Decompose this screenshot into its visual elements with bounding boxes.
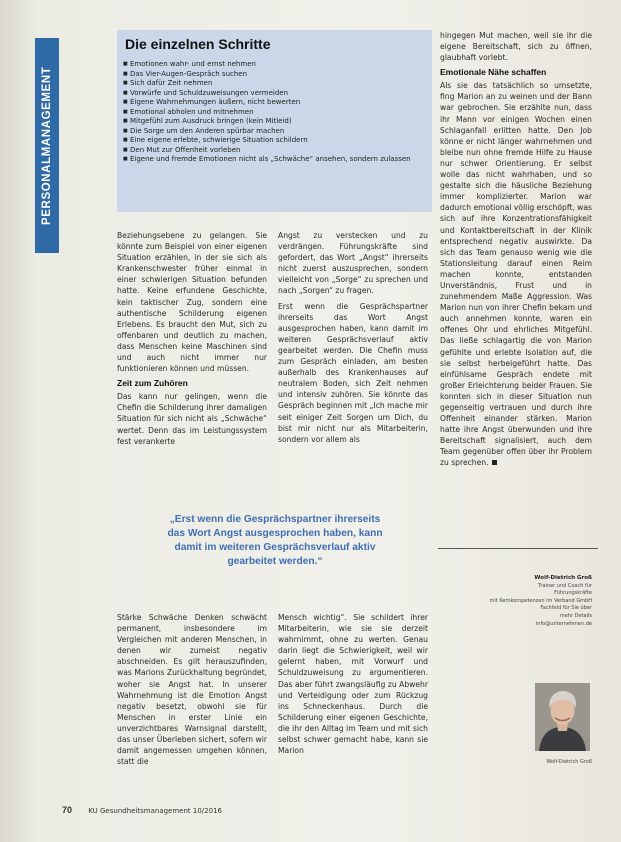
steps-title: Die einzelnen Schritte bbox=[125, 36, 271, 52]
steps-list-item: ■ Eine eigene erlebte, schwierige Situation schildern bbox=[123, 136, 426, 146]
author-bio bbox=[440, 575, 592, 628]
body-paragraph: Erst wenn die Gesprächspartner ihrerseits das Wort Angst ausgesprochen haben, kann damit im weiteren Gesprächsverlauf aktiv gearbeitet werden. Die Chefin muss zum Gespräch einladen, am besten außerhalb des Krankenhauses auf neutralem Boden, sich Zeit nehmen und intensiv zuhören. Sie könnte das Gespräch beginnen mit „Ich mache mir seit einiger Zeit Sorgen um Dich, du bist mir nicht nur als Mitarbeiterin, sondern vor allem als bbox=[278, 301, 428, 444]
column-1-top bbox=[117, 230, 267, 505]
steps-list-item: ■ Vorwürfe und Schuldzuweisungen vermeiden bbox=[123, 89, 426, 99]
steps-list-item: ■ Den Mut zur Offenheit vorleben bbox=[123, 146, 426, 156]
page-number: 70 bbox=[62, 805, 73, 815]
author-divider bbox=[438, 548, 598, 549]
steps-list-item: ■ Eigene und fremde Emotionen nicht als „Schwäche“ ansehen, sondern zulassen bbox=[123, 155, 426, 165]
column-2-bottom bbox=[278, 612, 428, 787]
body-text: Als sie das tatsächlich so umsetzte, fing Marion an zu weinen und der Bann war gebrochen. Sie erzählte nun, dass ihr Mann vor einigen Wochen einen Schlaganfall erlitten hatte. Den Job könne er nicht länger wahrnehmen und bleibe nun ohne fremde Hilfe zu Hause nur schwer Orientierung. Er selbst wolle das nicht wahrhaben, und so gestalte sich die häusliche Beziehung immer komplizierter. Marion war dadurch emotional völlig erschöpft, was sich auf ihre Konzentrationsfähigkeit und Kontaktbereitschaft in der Klinik entsprechend negativ auswirkte. Da sich das Team genauso wenig wie die Stationsleitung darauf einen Reim machen konnte, entstanden Unverständnis, Frust und in zunehmendem Maße Aggression. Was Marion nun von ihrer Chefin bekam und auch annehmen konnte, waren ein offenes Ohr und ehrliches Mitgefühl. Das ließe schlagartig die von Marion gefühlte und erlebte Isolation auf, die sie selbst herbeigeführt hatte. Das einfühlsame Gespräch endete mit großer Erleichterung beider Frauen. Sie konnten sich in dieser Situation nun gegenseitig vertrauen und durch ihre Offenheit einander stärken. Marion hatte ihre Angst überwunden und ihre Bereitschaft signalisiert, auch dem Team gegenüber offen über ihr Problem zu sprechen. bbox=[440, 81, 592, 468]
author-bio-line: Trainer und Coach für bbox=[538, 582, 592, 589]
author-bio-line: mehr Details bbox=[559, 612, 592, 619]
steps-list-item: ■ Emotional abholen und mitnehmen bbox=[123, 108, 426, 118]
steps-box bbox=[117, 30, 432, 212]
section-label: PERSONALMANAGEMENT bbox=[41, 66, 53, 225]
steps-list bbox=[123, 60, 426, 165]
author-bio-line: info@unternehmen.de bbox=[535, 620, 592, 627]
author-bio-line: Fachfeld für Sie über bbox=[540, 605, 592, 612]
steps-list-item: ■ Eigene Wahrnehmungen äußern, nicht bewerten bbox=[123, 98, 426, 108]
steps-list-item: ■ Sich dafür Zeit nehmen bbox=[123, 79, 426, 89]
portrait-illustration bbox=[535, 683, 590, 751]
body-paragraph: Das kann nur gelingen, wenn die Chefin die Schilderung ihrer damaligen Situation für sich nicht als „Schwäche“ wertet. Denn das im Leistungssystem fest verankerte bbox=[117, 392, 267, 446]
steps-list-item: ■ Das Vier-Augen-Gespräch suchen bbox=[123, 70, 426, 80]
column-3 bbox=[440, 30, 592, 536]
steps-list-item: ■ Mitgefühl zum Ausdruck bringen (kein Mitleid) bbox=[123, 117, 426, 127]
body-paragraph: Beziehungsebene zu gelangen. Sie könnte zum Beispiel von einer eigenen Situation erzählen, in der sie sich als Krankenschwester früher einmal in einer schwierigen Situation befunden hatte. Keine erfundene Geschichte, kein taktischer Zug, sondern eine authentische Schilderung eigenen Erlebens. Es braucht den Mut, sich zu offenbaren und deutlich zu machen, dass Menschen keine Maschinen sind und auch nicht immer nur funktionieren können und müssen. bbox=[117, 231, 267, 374]
body-paragraph: Stärke Schwäche Denken schwächt permanent, insbesondere im Vergleichen mit anderen Menschen, in denen wir zumeist negativ abschneiden. Es gilt herauszufinden, was Marions Zurückhaltung begründet, woher sie Angst hat. In unserer Wahrnehmung ist die Emotion Angst negativ besetzt, obwohl sie für Menschen in erster Linie ein unverzichtbares Warnsignal darstellt, das unser Überleben sichert, sofern wir damit angemessen umgehen können, statt die bbox=[117, 613, 267, 767]
page-footer bbox=[62, 805, 222, 815]
subheading-zeit-zum-zuhoeren: Zeit zum Zuhören bbox=[117, 378, 188, 389]
photo-caption: Wolf-Dietrich Groß bbox=[546, 759, 592, 765]
author-photo bbox=[535, 683, 590, 751]
pull-quote: „Erst wenn die Gesprächspartner ihrerseits das Wort Angst ausgesprochen haben, kann damit im weiteren Gesprächsverlauf aktiv gearbeitet werden.“ bbox=[167, 514, 383, 567]
author-bio-line: Führungskräfte bbox=[554, 590, 592, 597]
steps-list-item: ■ Die Sorge um den Anderen spürbar machen bbox=[123, 127, 426, 137]
column-2-top bbox=[278, 230, 428, 505]
body-paragraph bbox=[440, 80, 592, 468]
body-paragraph: Angst zu verstecken und zu verdrängen. Führungskräfte sind gefordert, das Wort „Angst“ ihrerseits nicht zuerst auszusprechen, sondern vielleicht von „Sorge“ zu sprechen und nach „Sorgen“ zu fragen. bbox=[278, 231, 428, 296]
author-name: Wolf-Dietrich Groß bbox=[534, 575, 592, 581]
column-1-bottom bbox=[117, 612, 267, 787]
body-paragraph: hingegen Mut machen, weil sie ihr die eigene Bereitschaft, sich zu öffnen, glaubhaft vorlebt. bbox=[440, 31, 592, 63]
author-bio-line: mit Kernkompetenzen im Verband GmbH bbox=[489, 597, 592, 604]
body-paragraph: Mensch wichtig“. Sie schildert ihrer Mitarbeiterin, wie sie sie derzeit wahrnimmt, ohne zu werten. Genau darin liegt die Schwierigkeit, weil wir gelernt haben, mit Vorwurf und Schuldzuweisung zu argumentieren. Das aber führt zwangsläufig zu Abwehr und Verteidigung oder zum Rückzug ins Schneckenhaus. Durch die Schilderung einer eigenen Geschichte, die ihr den Alltag im Team und mit sich selbst schwer gemacht habe, kann sie Marion bbox=[278, 613, 428, 756]
steps-list-item: ■ Emotionen wahr- und ernst nehmen bbox=[123, 60, 426, 70]
end-of-article-mark bbox=[492, 460, 497, 465]
journal-name: KU Gesundheitsmanagement 10/2016 bbox=[88, 807, 222, 815]
subheading-emotionale-naehe: Emotionale Nähe schaffen bbox=[440, 67, 547, 78]
